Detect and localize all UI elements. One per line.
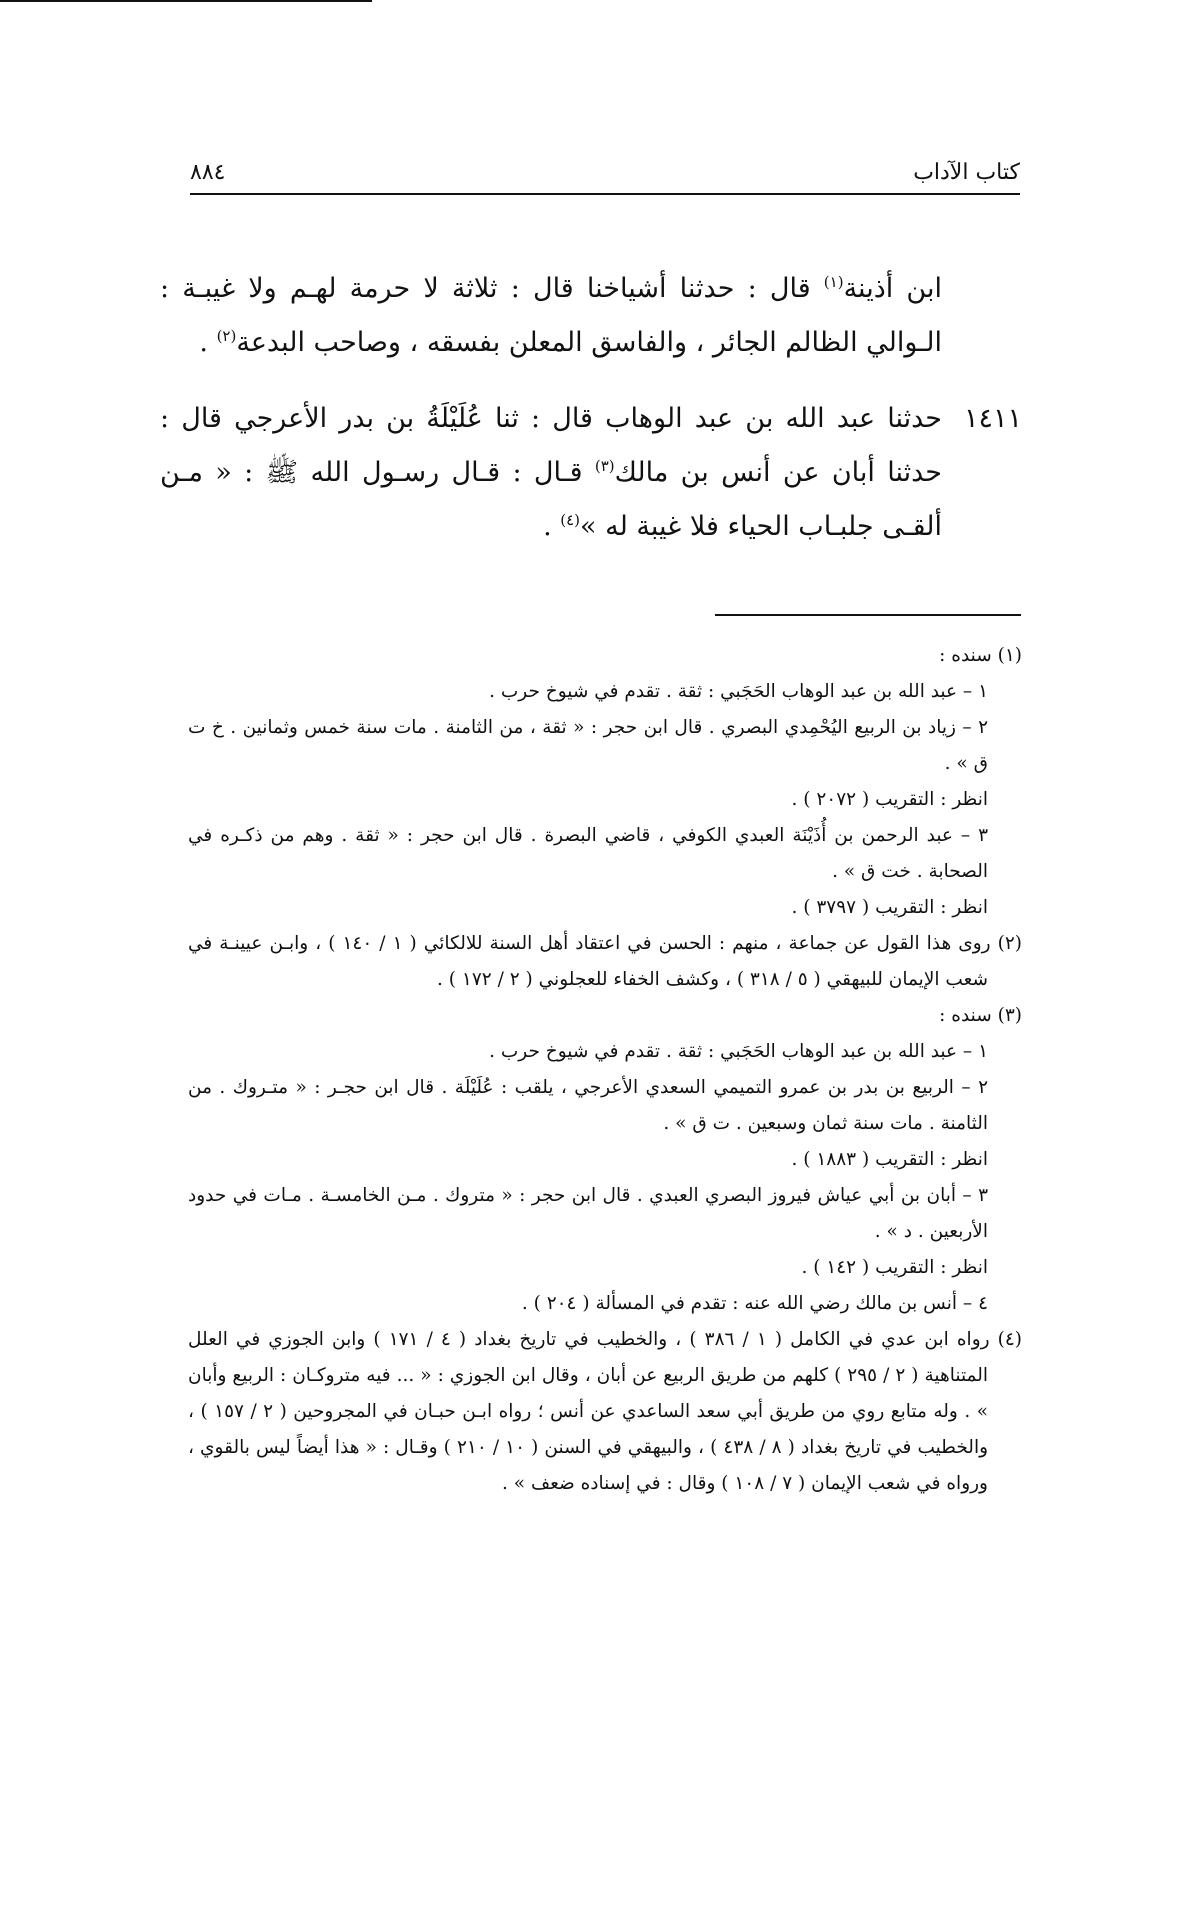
hadith-text-a: حدثنا عبد الله بن عبد الوهاب قال : ثنا عُلَيْلَةُ بن بدر الأعرجي قال : حدثنا أبان عن أنس بن مالك (160, 403, 942, 488)
header-page-number: ٨٨٤ (190, 160, 226, 185)
footnote-line: ٣ – عبد الرحمن بن أُذَيْنَة العبدي الكوفي ، قاضي البصرة . قال ابن حجر : « ثقة . وهم من ذكـره في الصحابة . خت ق » . (188, 825, 988, 882)
header-rule (190, 193, 1020, 195)
continued-paragraph (160, 262, 1022, 370)
footnote-line: ٢ – زياد بن الربيع اليُحْمِدي البصري . قال ابن حجر : « ثقة ، من الثامنة . مات سنة خمس وثمانين . خ ت ق » . (188, 717, 988, 774)
header-book-title: كتاب الآداب (913, 160, 1020, 185)
footnote-1 (188, 638, 1022, 926)
footnote-line: ٣ – أبان بن أبي عياش فيروز البصري العبدي . قال ابن حجر : « متروك . مـن الخامسـة . مـات في حدود الأربعين . د » . (188, 1185, 988, 1242)
footnote-ref-1: (١) (823, 273, 844, 291)
footnote-line: ١ – عبد الله بن عبد الوهاب الحَجَبي : ثقة . تقدم في شيوخ حرب . (489, 1041, 988, 1062)
footnote-ref-3: (٣) (594, 457, 615, 475)
footnote-line: ٢ – الربيع بن بدر بن عمرو التميمي السعدي الأعرجي ، يلقب : عُلَيْلَة . قال ابن حجـر : « متـروك . من الثامنة . مات سنة ثمان وسبعين . ت ق » . (188, 1077, 988, 1134)
hadith-entry (160, 392, 1022, 554)
footnote-1-heading: (١) سنده : (939, 645, 1022, 666)
footnote-separator (715, 614, 1021, 616)
hadith-number: ١٤١١ (963, 403, 1022, 434)
footnote-line: انظر : التقريب ( ١٤٢ ) . (801, 1257, 988, 1278)
footnote-line: انظر : التقريب ( ٣٧٩٧ ) . (791, 897, 988, 918)
para-text-b: قال : حدثنا أشياخنا قال : ثلاثة لا حرمة لهـم ولا غيبـة : الـوالي الظالم الجائر ، والفاسق المعلن بفسقه ، وصاحب البدعة (160, 273, 942, 358)
footnote-3-body (188, 1034, 1022, 1322)
hadith-text-b: قـال : قـال رسـول الله ﷺ : « مـن ألقـى جلبـاب الحياء فلا غيبة له » (160, 457, 942, 542)
scan-edge-mark (0, 0, 372, 2)
footnote-ref-2: (٢) (216, 327, 237, 345)
footnote-4: (٤) رواه ابن عدي في الكامل ( ١ / ٣٨٦ ) ، والخطيب في تاريخ بغداد ( ٤ / ١٧١ ) وابن الجوزي في العلل المتناهية ( ٢ / ٢٩٥ ) كلهم من طريق الربيع عن أبان ، وقال ابن الجوزي : « ... فيه متروكـان : الربيع وأبان » . وله متابع روي من طريق أبي سعد الساعدي عن أنس ؛ رواه ابـن حبـان في المجروحين ( ٢ / ١٥٧ ) ، والخطيب في تاريخ بغداد ( ٨ / ٤٣٨ ) ، والبيهقي في السنن ( ١٠ / ٢١٠ ) وقـال : « هذا أيضاً ليس بالقوي ، ورواه في شعب الإيمان ( ٧ / ١٠٨ ) وقال : في إسناده ضعف » . (188, 1329, 1023, 1494)
footnote-ref-4: (٤) (560, 511, 581, 529)
para-text-a: ابن أذينة (843, 273, 942, 304)
footnote-line: انظر : التقريب ( ١٨٨٣ ) . (791, 1149, 988, 1170)
footnote-1-body (188, 674, 1022, 926)
para-text-c: . (199, 327, 217, 358)
footnote-3-heading: (٣) سنده : (939, 1005, 1022, 1026)
main-text (160, 262, 1022, 554)
running-header (190, 160, 1020, 194)
hadith-text-c: . (543, 511, 561, 542)
footnote-2: (٢) روى هذا القول عن جماعة ، منهم : الحسن في اعتقاد أهل السنة للالكائي ( ١ / ١٤٠ ) ، وابـن عيينـة في شعب الإيمان للبيهقي ( ٥ / ٣١٨ ) ، وكشف الخفاء للعجلوني ( ٢ / ١٧٢ ) . (188, 933, 1022, 990)
footnote-line: انظر : التقريب ( ٢٠٧٢ ) . (791, 789, 988, 810)
footnote-line: ٤ – أنس بن مالك رضي الله عنه : تقدم في المسألة ( ٢٠٤ ) . (521, 1293, 988, 1314)
footnotes (188, 638, 1022, 1502)
footnote-3 (188, 998, 1022, 1322)
footnote-line: ١ – عبد الله بن عبد الوهاب الحَجَبي : ثقة . تقدم في شيوخ حرب . (489, 681, 988, 702)
